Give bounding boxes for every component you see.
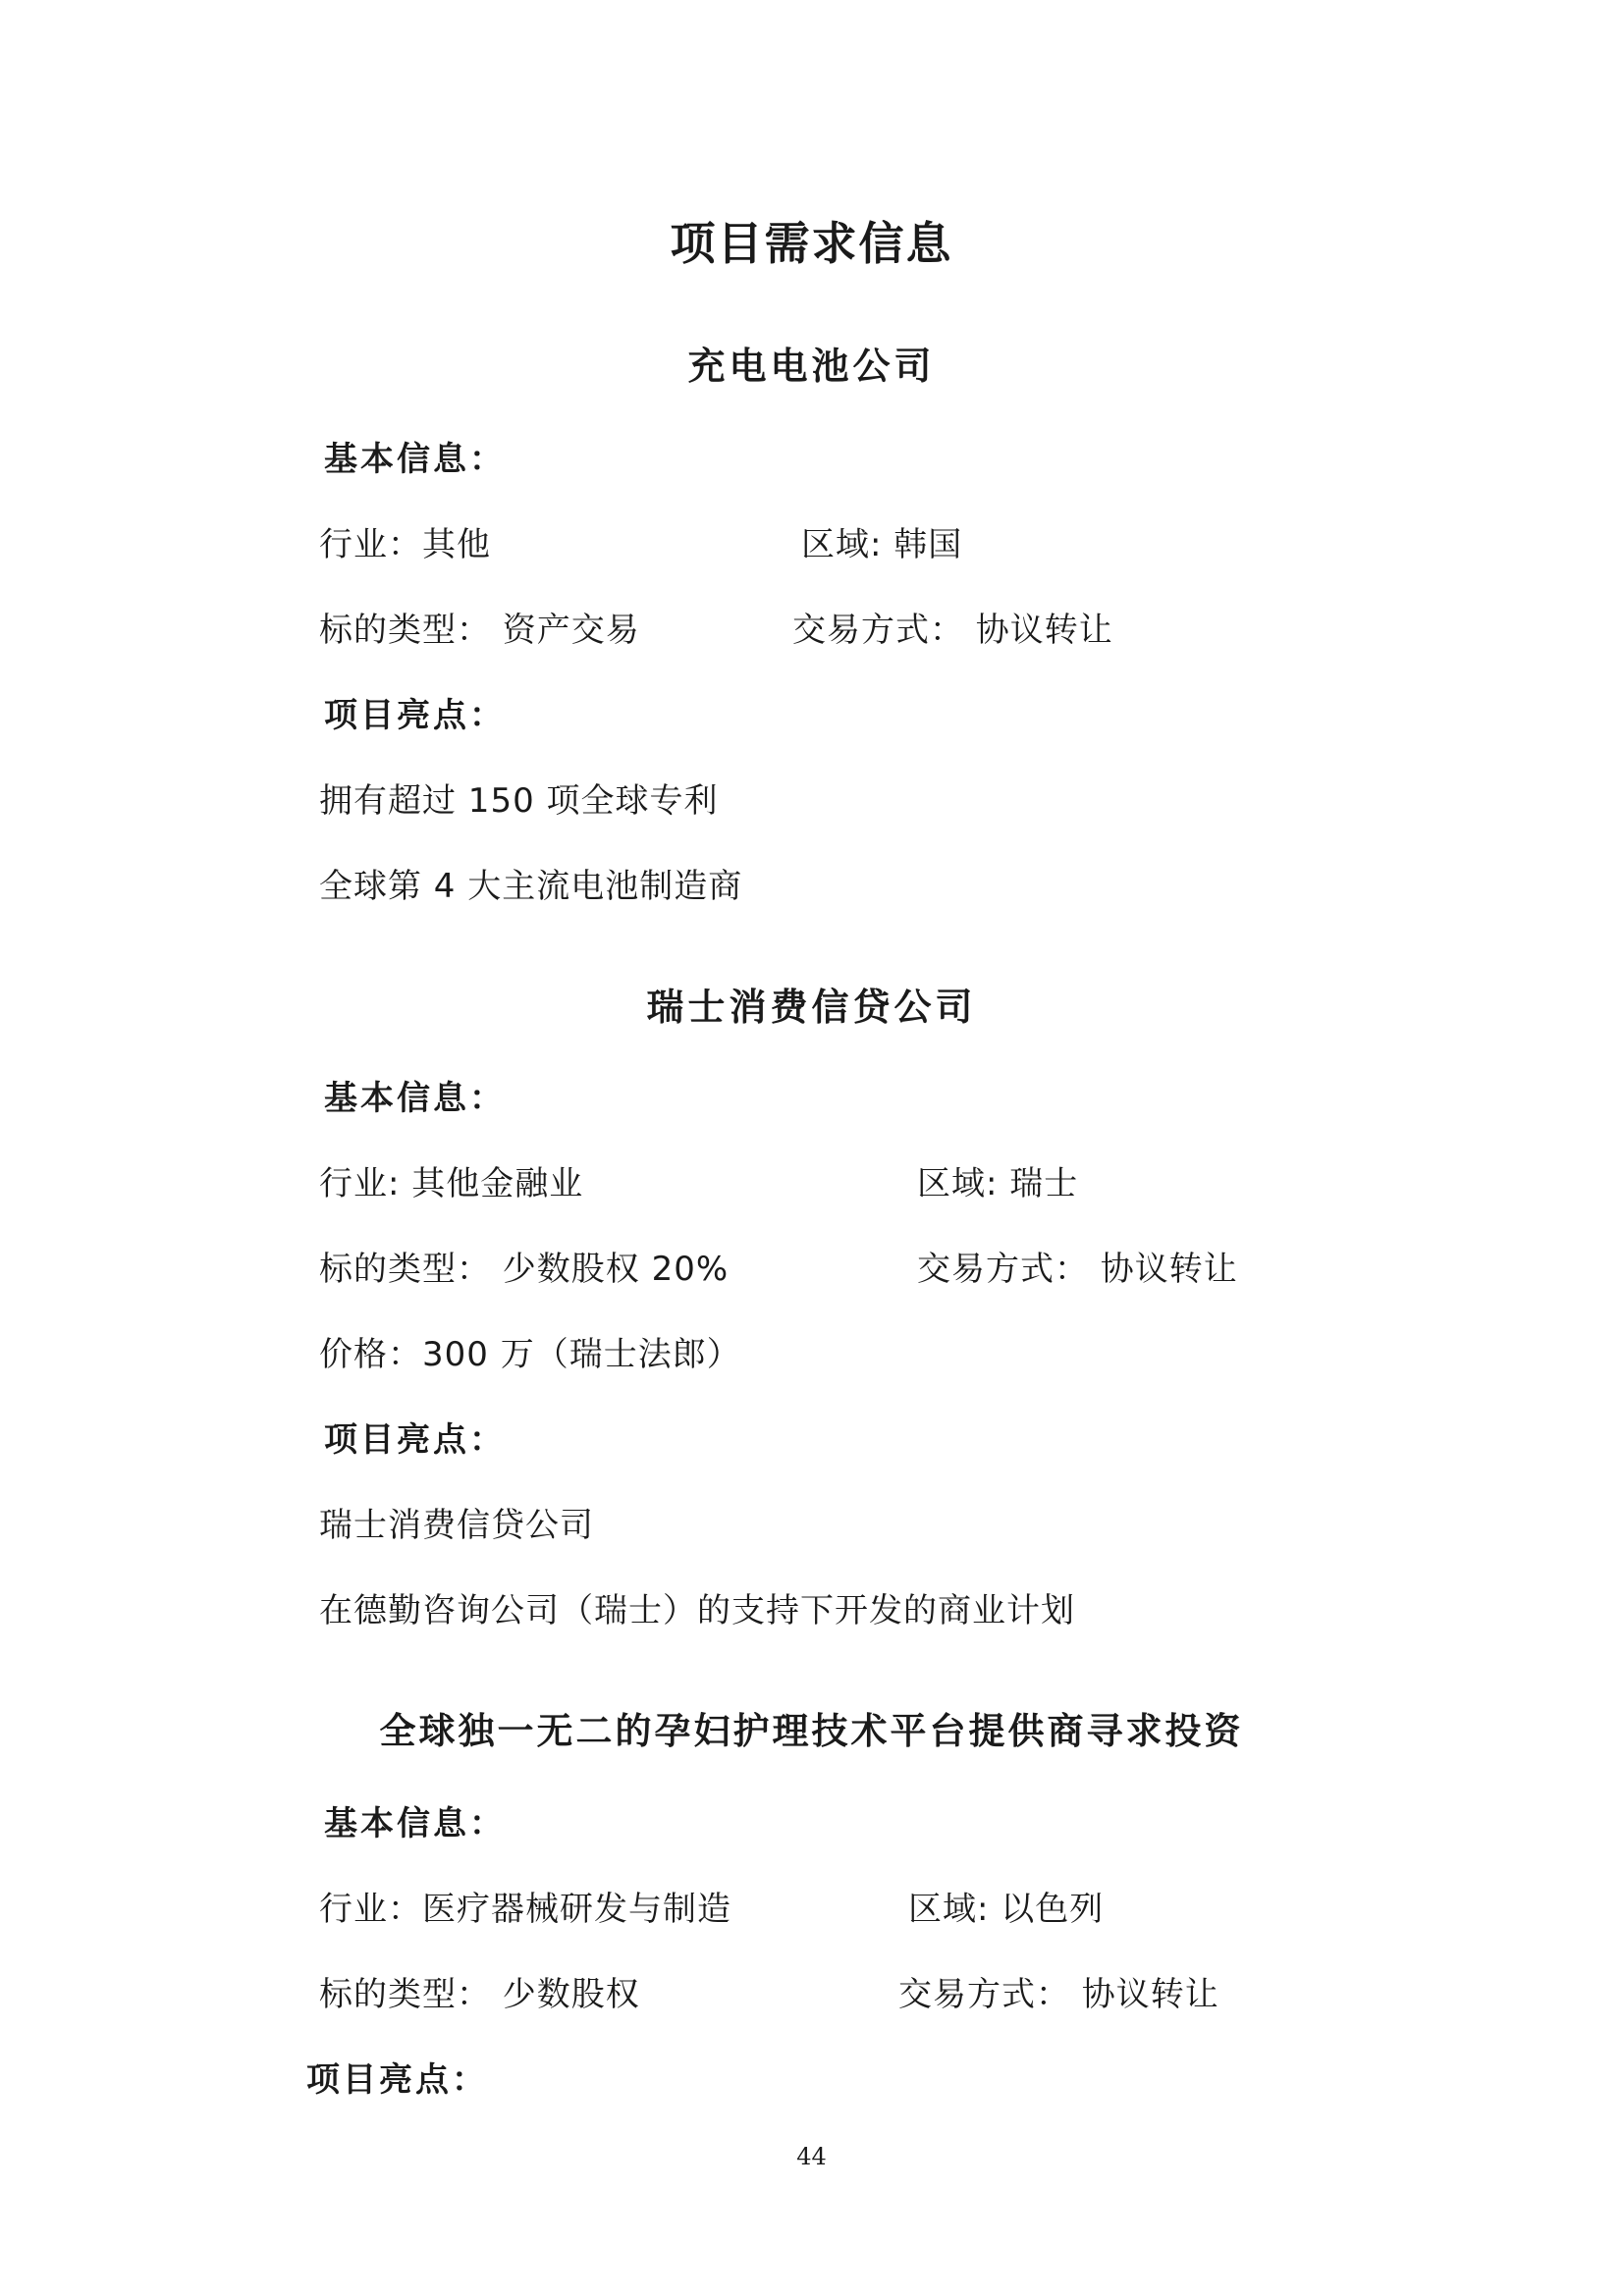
highlights-label: 项目亮点：: [306, 2060, 488, 2100]
basic-info-label: 基本信息：: [324, 440, 506, 479]
industry-text: 行业：医疗器械研发与制造: [319, 1890, 731, 1929]
page-title: 项目需求信息: [670, 217, 953, 270]
highlight-item: 瑞士消费信贷公司: [319, 1506, 594, 1545]
trade-method-text: 交易方式： 协议转让: [898, 1975, 1219, 2014]
project-title: 瑞士消费信贷公司: [646, 986, 977, 1029]
target-type-text: 标的类型： 少数股权: [319, 1975, 640, 2014]
project-title: 充电电池公司: [687, 345, 936, 388]
basic-info-label: 基本信息：: [324, 1804, 506, 1843]
trade-method-text: 交易方式： 协议转让: [917, 1250, 1238, 1289]
region-text: 区域: 瑞士: [917, 1164, 1079, 1203]
page-number: 44: [796, 2143, 827, 2170]
target-type-text: 标的类型： 少数股权 20%: [319, 1250, 730, 1289]
price-text: 价格：300 万（瑞士法郎）: [319, 1335, 741, 1374]
highlight-item: 拥有超过 150 项全球专利: [319, 781, 719, 821]
highlights-label: 项目亮点：: [324, 696, 506, 735]
industry-text: 行业: 其他金融业: [319, 1164, 584, 1203]
target-type-text: 标的类型： 资产交易: [319, 611, 640, 650]
basic-info-label: 基本信息：: [324, 1079, 506, 1118]
industry-text: 行业：其他: [319, 525, 491, 564]
highlight-item: 全球第 4 大主流电池制造商: [319, 867, 743, 906]
highlight-item: 在德勤咨询公司（瑞士）的支持下开发的商业计划: [319, 1591, 1075, 1630]
trade-method-text: 交易方式： 协议转让: [792, 611, 1113, 650]
project-title: 全球独一无二的孕妇护理技术平台提供商寻求投资: [379, 1710, 1244, 1752]
region-text: 区域: 以色列: [908, 1890, 1105, 1929]
highlights-label: 项目亮点：: [324, 1420, 506, 1460]
region-text: 区域: 韩国: [801, 525, 963, 564]
